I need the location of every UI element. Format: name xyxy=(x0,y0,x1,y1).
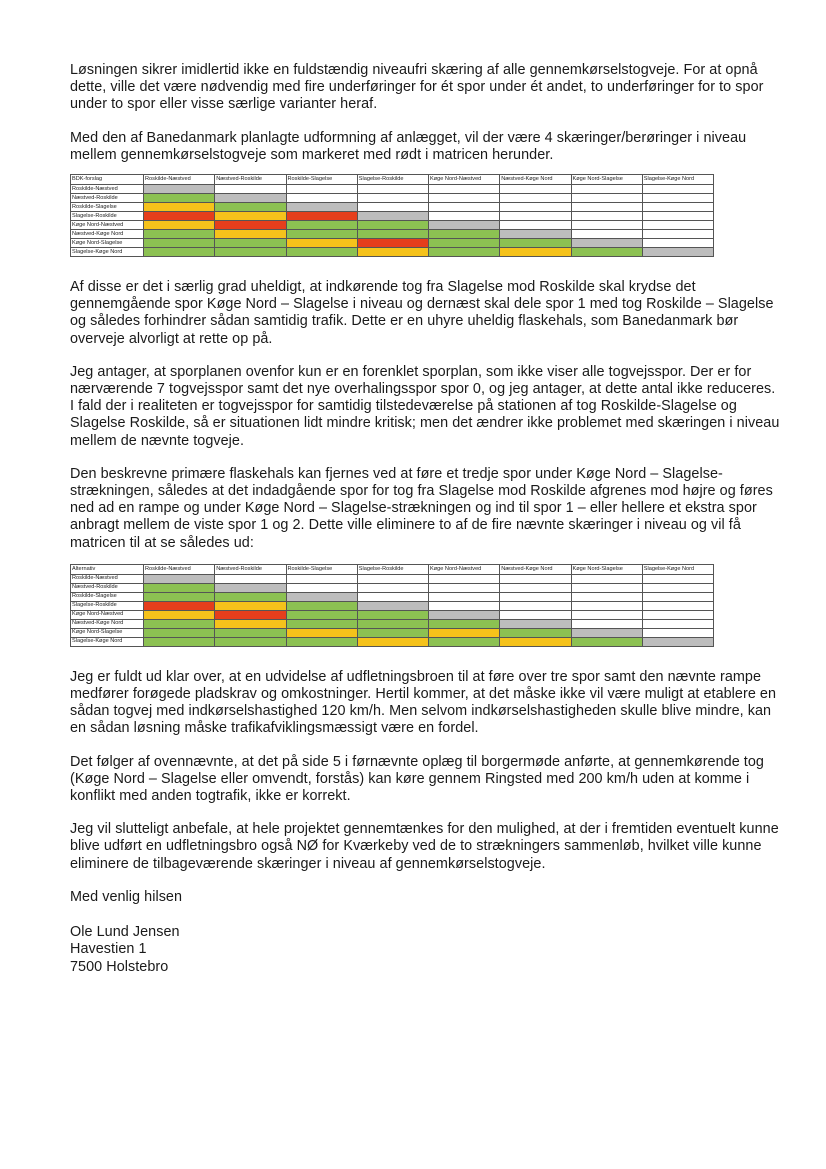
matrix-cell xyxy=(642,583,713,592)
signature-block xyxy=(70,924,782,976)
matrix-cell xyxy=(286,185,357,194)
matrix-cell xyxy=(144,601,215,610)
matrix-cell xyxy=(144,583,215,592)
matrix-cell xyxy=(642,221,713,230)
matrix-cell xyxy=(286,628,357,637)
matrix-cell xyxy=(357,610,428,619)
matrix-cell xyxy=(357,212,428,221)
matrix-cell xyxy=(357,592,428,601)
matrix-row xyxy=(71,203,714,212)
matrix-cell xyxy=(642,619,713,628)
matrix-cell xyxy=(286,212,357,221)
matrix-cell xyxy=(642,248,713,257)
letter-page xyxy=(70,62,782,976)
matrix-cell xyxy=(571,212,642,221)
matrix-cell xyxy=(215,583,286,592)
matrix-row-label: Roskilde-Næstved xyxy=(71,185,144,194)
matrix-cell xyxy=(429,583,500,592)
matrix-cell xyxy=(215,619,286,628)
matrix-cell xyxy=(429,203,500,212)
matrix-cell xyxy=(642,574,713,583)
matrix-column-header: Slagelse-Køge Nord xyxy=(642,175,713,185)
matrix-cell xyxy=(357,583,428,592)
matrix-cell xyxy=(571,230,642,239)
matrix-cell xyxy=(144,194,215,203)
matrix-cell xyxy=(286,637,357,646)
matrix-cell xyxy=(286,230,357,239)
matrix-cell xyxy=(144,628,215,637)
matrix-cell xyxy=(144,592,215,601)
matrix-cell xyxy=(144,239,215,248)
matrix-cell xyxy=(215,248,286,257)
signature-name: Ole Lund Jensen xyxy=(70,924,180,941)
matrix-cell xyxy=(429,628,500,637)
paragraph-8: Jeg vil slutteligt anbefale, at hele projektet gennemtænkes for den mulighed, at der i fremtiden eventuelt kunne blive udført en udfletningsbro også NØ for Kværkeby ved de to strækningers sammenløb, hvilket ville kunne eliminere de tilbageværende skæringer i niveau af gennemkørselstogveje. xyxy=(70,821,779,872)
matrix-cell xyxy=(286,221,357,230)
matrix-row-label: Roskilde-Slagelse xyxy=(71,203,144,212)
conflict-matrix-alternative xyxy=(70,564,714,647)
matrix-cell xyxy=(144,637,215,646)
matrix-column-header: Næstved-Køge Nord xyxy=(500,564,571,574)
matrix-cell xyxy=(571,637,642,646)
matrix-row xyxy=(71,601,714,610)
matrix-header-row xyxy=(71,564,714,574)
matrix-cell xyxy=(571,203,642,212)
matrix-cell xyxy=(286,574,357,583)
matrix-cell xyxy=(357,574,428,583)
paragraph-4: Jeg antager, at sporplanen ovenfor kun er en forenklet sporplan, som ikke viser alle togvejsspor. Der er for nærværende 7 togvejsspor samt det nye overhalingsspor spor 0, og jeg antager, at dette antal ikke reduceres. I fald der i realiteten er togvejsspor for samtidig tilstedeværelse på stationen af tog Roskilde-Slagelse og Slagelse Roskilde, så er situationen lidt mindre kritisk; men det ændrer ikke problemet med skæringen i niveau mellem de nævnte togveje. xyxy=(70,363,780,449)
matrix-row-label: Køge Nord-Næstved xyxy=(71,610,144,619)
matrix-cell xyxy=(215,203,286,212)
matrix-cell xyxy=(429,239,500,248)
matrix-cell xyxy=(500,203,571,212)
matrix-corner-label: BDK-forslag xyxy=(71,175,144,185)
matrix-cell xyxy=(429,610,500,619)
matrix-row-label: Næstved-Køge Nord xyxy=(71,230,144,239)
matrix-cell xyxy=(429,212,500,221)
matrix-cell xyxy=(429,619,500,628)
matrix-cell xyxy=(357,248,428,257)
matrix-row xyxy=(71,628,714,637)
matrix-cell xyxy=(571,248,642,257)
matrix-row xyxy=(71,185,714,194)
matrix-cell xyxy=(144,212,215,221)
matrix-cell xyxy=(215,574,286,583)
paragraph-6: Jeg er fuldt ud klar over, at en udvidelse af udfletningsbroen til at føre over tre spor samt den nævnte rampe medfører forøgede pladskrav og omkostninger. Hertil kommer, at det måske ikke vil være muligt at etablere en sådan togvej med indkørselshastighed 120 km/h. Men selvom indkørselshastigheden skulle blive mindre, kan en sådan løsning måske trafikafviklingsmæssigt være en fordel. xyxy=(70,668,777,737)
matrix-cell xyxy=(357,230,428,239)
matrix-cell xyxy=(642,239,713,248)
matrix-cell xyxy=(357,203,428,212)
matrix-cell xyxy=(571,239,642,248)
matrix-cell xyxy=(500,221,571,230)
matrix-cell xyxy=(357,628,428,637)
matrix-cell xyxy=(286,583,357,592)
paragraph-7: Det følger af ovennævnte, at det på side 5 i førnævnte oplæg til borgermøde anførte, at gennemkørende tog (Køge Nord – Slagelse eller omvendt, forstås) kan køre gennem Ringsted med 200 km/h uden at komme i konflikt med anden togtrafik, ikke er korrekt. xyxy=(70,753,764,805)
paragraph-5: Den beskrevne primære flaskehals kan fjernes ved at føre et tredje spor under Køge Nord – Slagelse-strækningen, således at det indadgående spor for tog fra Slagelse mod Roskilde afgrenes mod højre og føres ned ad en rampe og under Køge Nord – Slagelse-strækningen og ind til spor 1 – eller hellere et ekstra spor anbragt mellem de viste spor 1 og 2. Dette ville eliminere to af de fire nævnte skæringer i niveau og vil få matricen til at se således ud: xyxy=(70,465,773,551)
matrix-cell xyxy=(642,610,713,619)
matrix-cell xyxy=(215,194,286,203)
matrix-cell xyxy=(429,248,500,257)
matrix-row xyxy=(71,221,714,230)
paragraph-1: Løsningen sikrer imidlertid ikke en fuldstændig niveaufri skæring af alle gennemkørselstogveje. For at opnå dette, ville det være nødvendig med fire underføringer for ét spor under ét andet, to underføringer for to spor under to spor eller visse særlige varianter heraf. xyxy=(70,62,764,113)
matrix-cell xyxy=(286,239,357,248)
closing-greeting: Med venlig hilsen xyxy=(70,888,183,905)
matrix-row xyxy=(71,230,714,239)
matrix-cell xyxy=(500,248,571,257)
matrix-row xyxy=(71,239,714,248)
matrix-column-header: Slagelse-Køge Nord xyxy=(642,564,713,574)
matrix-cell xyxy=(357,221,428,230)
matrix-row-label: Roskilde-Slagelse xyxy=(71,592,144,601)
matrix-cell xyxy=(500,592,571,601)
matrix-cell xyxy=(642,212,713,221)
matrix-row xyxy=(71,212,714,221)
matrix-row-label: Næstved-Køge Nord xyxy=(71,619,144,628)
matrix-cell xyxy=(642,194,713,203)
matrix-column-header: Køge Nord-Næstved xyxy=(429,564,500,574)
matrix-cell xyxy=(215,601,286,610)
matrix-cell xyxy=(144,619,215,628)
matrix-cell xyxy=(357,601,428,610)
matrix-cell xyxy=(571,574,642,583)
matrix-column-header: Næstved-Roskilde xyxy=(215,175,286,185)
matrix-cell xyxy=(500,239,571,248)
matrix-cell xyxy=(500,212,571,221)
matrix-row xyxy=(71,574,714,583)
matrix-cell xyxy=(357,239,428,248)
matrix-cell xyxy=(215,637,286,646)
matrix-cell xyxy=(215,610,286,619)
matrix-cell xyxy=(215,185,286,194)
matrix-cell xyxy=(500,628,571,637)
matrix-cell xyxy=(215,212,286,221)
matrix-cell xyxy=(144,610,215,619)
matrix-cell xyxy=(429,637,500,646)
signature-city: 7500 Holstebro xyxy=(70,958,169,975)
matrix-row xyxy=(71,592,714,601)
matrix-cell xyxy=(429,574,500,583)
matrix-column-header: Slagelse-Roskilde xyxy=(357,175,428,185)
matrix-row-label: Slagelse-Køge Nord xyxy=(71,248,144,257)
matrix-cell xyxy=(500,610,571,619)
matrix-row-label: Slagelse-Roskilde xyxy=(71,601,144,610)
matrix-corner-label: Alternativ xyxy=(71,564,144,574)
matrix-cell xyxy=(286,601,357,610)
matrix-row-label: Køge Nord-Næstved xyxy=(71,221,144,230)
matrix-column-header: Køge Nord-Slagelse xyxy=(571,564,642,574)
matrix-cell xyxy=(144,248,215,257)
matrix-cell xyxy=(215,592,286,601)
matrix-cell xyxy=(215,230,286,239)
matrix-cell xyxy=(144,203,215,212)
matrix-cell xyxy=(642,637,713,646)
matrix-row-label: Slagelse-Roskilde xyxy=(71,212,144,221)
matrix-cell xyxy=(357,194,428,203)
conflict-matrix-bdk xyxy=(70,174,714,257)
matrix-cell xyxy=(286,248,357,257)
signature-street: Havestien 1 xyxy=(70,941,147,958)
matrix-row xyxy=(71,610,714,619)
matrix-cell xyxy=(286,610,357,619)
paragraph-3: Af disse er det i særlig grad uheldigt, at indkørende tog fra Slagelse mod Roskilde skal krydse det gennemgående spor Køge Nord – Slagelse i niveau og dernæst skal dele spor 1 med tog Roskilde – Slagelse og således forhindrer sådan samtidig trafik. Dette er en uhyre uheldig flaskehals, som Banedanmark bør overveje alvorligt at rette op på. xyxy=(70,279,774,347)
matrix-row-label: Næstved-Roskilde xyxy=(71,583,144,592)
matrix-cell xyxy=(215,239,286,248)
matrix-header-row xyxy=(71,175,714,185)
matrix-cell xyxy=(429,592,500,601)
matrix-column-header: Køge Nord-Næstved xyxy=(429,175,500,185)
matrix-cell xyxy=(215,221,286,230)
matrix-row xyxy=(71,194,714,203)
matrix-cell xyxy=(286,194,357,203)
matrix-cell xyxy=(500,185,571,194)
matrix-column-header: Køge Nord-Slagelse xyxy=(571,175,642,185)
matrix-cell xyxy=(571,221,642,230)
matrix-row-label: Slagelse-Køge Nord xyxy=(71,637,144,646)
matrix-row-label: Næstved-Roskilde xyxy=(71,194,144,203)
matrix-cell xyxy=(286,619,357,628)
matrix-cell xyxy=(571,610,642,619)
matrix-cell xyxy=(286,203,357,212)
matrix-row xyxy=(71,248,714,257)
matrix-column-header: Næstved-Roskilde xyxy=(215,564,286,574)
matrix-cell xyxy=(571,592,642,601)
matrix-cell xyxy=(357,637,428,646)
matrix-cell xyxy=(571,619,642,628)
matrix-cell xyxy=(500,583,571,592)
matrix-cell xyxy=(571,185,642,194)
matrix-cell xyxy=(429,185,500,194)
matrix-row xyxy=(71,583,714,592)
matrix-cell xyxy=(642,592,713,601)
matrix-row xyxy=(71,637,714,646)
matrix-cell xyxy=(286,592,357,601)
matrix-cell xyxy=(215,628,286,637)
matrix-column-header: Slagelse-Roskilde xyxy=(357,564,428,574)
matrix-cell xyxy=(571,601,642,610)
matrix-cell xyxy=(144,221,215,230)
matrix-column-header: Næstved-Køge Nord xyxy=(500,175,571,185)
matrix-row-label: Roskilde-Næstved xyxy=(71,574,144,583)
matrix-row-label: Køge Nord-Slagelse xyxy=(71,239,144,248)
matrix-cell xyxy=(429,601,500,610)
matrix-cell xyxy=(500,601,571,610)
matrix-column-header: Roskilde-Slagelse xyxy=(286,175,357,185)
matrix-cell xyxy=(500,637,571,646)
matrix-cell xyxy=(357,185,428,194)
matrix-cell xyxy=(500,230,571,239)
matrix-cell xyxy=(144,185,215,194)
matrix-cell xyxy=(642,203,713,212)
matrix-cell xyxy=(571,628,642,637)
matrix-cell xyxy=(429,221,500,230)
matrix-cell xyxy=(571,583,642,592)
matrix-column-header: Roskilde-Næstved xyxy=(144,175,215,185)
matrix-cell xyxy=(429,194,500,203)
matrix-cell xyxy=(144,574,215,583)
matrix-column-header: Roskilde-Slagelse xyxy=(286,564,357,574)
matrix-cell xyxy=(500,194,571,203)
matrix-cell xyxy=(571,194,642,203)
matrix-cell xyxy=(500,619,571,628)
matrix-cell xyxy=(642,230,713,239)
matrix-cell xyxy=(357,619,428,628)
matrix-cell xyxy=(642,601,713,610)
matrix-cell xyxy=(642,185,713,194)
matrix-cell xyxy=(429,230,500,239)
matrix-column-header: Roskilde-Næstved xyxy=(144,564,215,574)
matrix-row xyxy=(71,619,714,628)
paragraph-2: Med den af Banedanmark planlagte udformning af anlægget, vil der være 4 skæringer/berøringer i niveau mellem gennemkørselstogveje som markeret med rødt i matricen herunder. xyxy=(70,129,747,163)
matrix-row-label: Køge Nord-Slagelse xyxy=(71,628,144,637)
matrix-cell xyxy=(144,230,215,239)
matrix-cell xyxy=(642,628,713,637)
matrix-cell xyxy=(500,574,571,583)
